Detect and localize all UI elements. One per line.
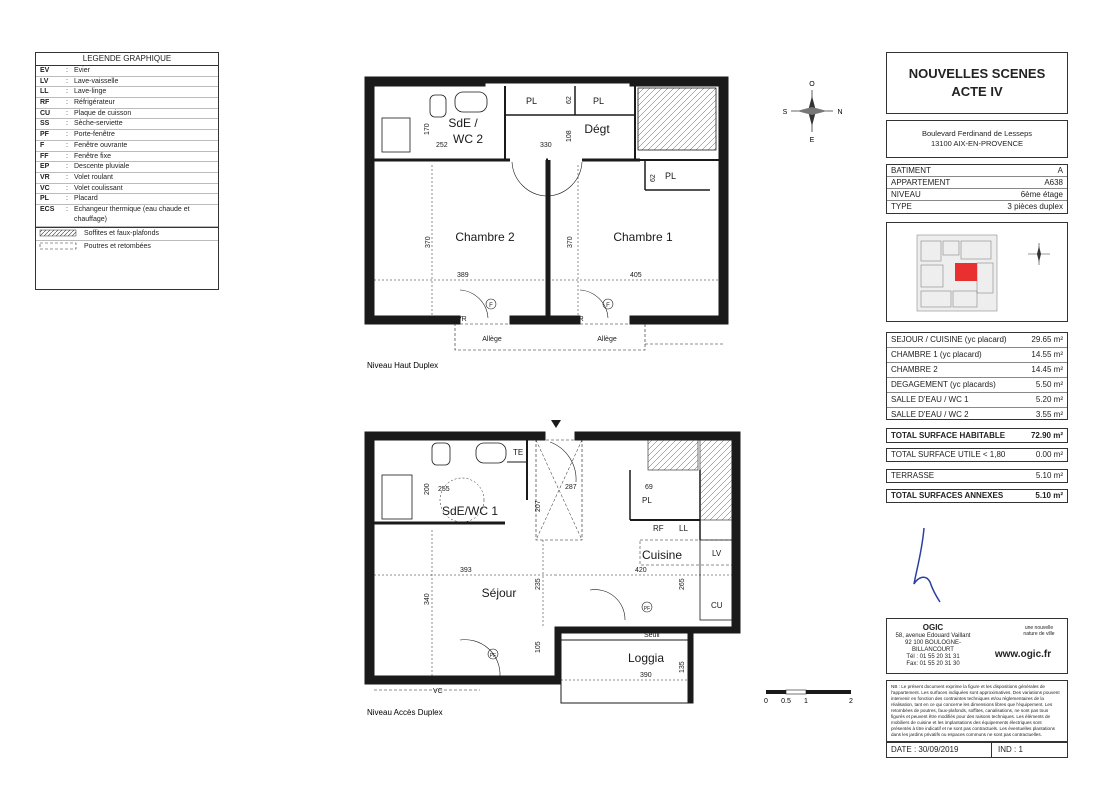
info-value: 6ème étage (1020, 190, 1063, 199)
apartment-highlight (955, 263, 977, 281)
ogic-addr2: 92 100 BOULOGNE-BILLANCOURT (904, 640, 962, 653)
legend-colon: : (66, 77, 68, 85)
legend-colon: : (66, 195, 68, 203)
footer-ind: IND : 1 (998, 745, 1023, 754)
dim-370a: 370 (425, 236, 432, 248)
caption-niveau-acces: Niveau Accès Duplex (367, 708, 443, 717)
legend-text: Porte-fenêtre (74, 131, 115, 139)
locator-map-box (886, 222, 1068, 322)
dim-69: 69 (645, 484, 653, 491)
surface-row (887, 378, 1067, 393)
project-line1: NOUVELLES SCENES (908, 66, 1046, 81)
dim-420: 420 (635, 567, 647, 574)
footer-box (886, 742, 1068, 758)
legend-colon: : (66, 152, 68, 160)
surface-key: SEJOUR / CUISINE (yc placard) (891, 335, 1007, 344)
surface-key: DEGAGEMENT (yc placards) (891, 380, 996, 389)
info-box (886, 164, 1068, 214)
surface-row (887, 408, 1067, 422)
legend-code: VC (40, 184, 50, 192)
surface-value: 5.20 m² (1035, 395, 1063, 404)
info-value: A638 (1044, 178, 1063, 187)
dim-235: 235 (535, 578, 542, 590)
legend-colon: : (66, 141, 68, 149)
compass-n: N (837, 109, 843, 116)
dim-390: 390 (640, 672, 652, 679)
closet-label-pl3: PL (665, 171, 677, 181)
ogic-addr1: 58, avenue Edouard Vaillant (895, 633, 971, 639)
legend-code: CU (40, 109, 51, 117)
legend-text: Fenêtre fixe (74, 152, 111, 160)
window-f-2: F (606, 303, 610, 309)
vc-label: VC (433, 688, 443, 695)
entry-arrow-icon (551, 420, 561, 428)
surface-row (887, 333, 1067, 348)
dim-135: 135 (679, 661, 686, 673)
info-row (887, 177, 1067, 189)
surface-row (887, 363, 1067, 378)
dim-340: 340 (424, 593, 431, 605)
surface-row (887, 393, 1067, 408)
dim-62a: 62 (566, 96, 573, 104)
dim-370b: 370 (567, 236, 574, 248)
terrasse-box (886, 469, 1068, 483)
legend-text: Volet coulissant (74, 184, 123, 192)
surface-key: CHAMBRE 2 (891, 365, 938, 374)
total-annexes-value: 5.10 m² (1035, 491, 1063, 500)
total-habitable-box (886, 428, 1068, 443)
legend-colon: : (66, 88, 68, 96)
scale-1: 1 (804, 698, 808, 705)
legend-text: Evier (74, 67, 90, 74)
plan-top (365, 77, 728, 350)
dim-287: 287 (565, 484, 577, 491)
legend-colon: : (66, 120, 68, 128)
dim-62b: 62 (650, 174, 657, 182)
total-utile-box (886, 448, 1068, 462)
dim-200: 200 (424, 483, 431, 495)
surface-value: 14.55 m² (1031, 350, 1063, 359)
small-compass-icon (1028, 243, 1050, 265)
room-label-cuisine: Cuisine (641, 548, 683, 562)
project-box (886, 52, 1068, 114)
ogic-box (886, 618, 1068, 674)
allege-label-1: Allège (482, 336, 502, 343)
disclaimer-note: NB : Le présent document exprime la figure et les dispositions générales de l'appartement. Les surfaces indiquées sont approximatives. Des variations pouvent intervenir en fonction des contraintes techniques et/ou réglementaires de la réalisation, tant en ce qui concerne les dimensions libres que l'équipement. Les retombées de poutres, faux-plafonds, soffites, canalisations, ne sont pas tous figurés et peuvent être modifiés pour des raisons techniques. Les éléments de mobiliers de cuisine et les implantations des équipements électriques sont présentés à titre indicatif et ne sont pas contractuels. Les éventuelles plantations dans les jardins privatifs ou espaces communs ne sont pas contractuelles. (891, 684, 1060, 737)
legend-code: RF (40, 99, 50, 107)
legend-colon: : (66, 173, 68, 181)
caption-niveau-haut: Niveau Haut Duplex (367, 361, 439, 370)
legend-code: EV (40, 67, 50, 74)
ogic-tel: Tél : 01 55 20 31 31 (906, 654, 960, 660)
legend-poutres-label: Poutres et retombées (84, 242, 151, 250)
legend-soffites-label: Soffites et faux-plafonds (84, 229, 159, 237)
dim-108: 108 (566, 130, 573, 142)
scale-0: 0 (764, 698, 768, 705)
dim-389: 389 (457, 272, 469, 279)
info-row (887, 165, 1067, 177)
legend-text: Volet roulant (74, 173, 113, 181)
surface-row (887, 348, 1067, 363)
legend-text: Echangeur thermique (eau chaude et chauffage) (74, 205, 190, 223)
note-box (886, 680, 1068, 742)
dim-252: 252 (436, 142, 448, 149)
legend-colon: : (66, 163, 68, 171)
ogic-name: OGIC (922, 623, 944, 632)
room-label-chambre2: Chambre 2 (455, 230, 515, 244)
legend-code: EP (40, 163, 50, 171)
total-utile-value: 0.00 m² (1035, 450, 1063, 459)
legend-code: VR (40, 173, 50, 181)
room-label-sde2: SdE / (448, 116, 478, 130)
info-key: NIVEAU (891, 190, 921, 199)
ll-label: LL (679, 524, 688, 533)
dim-405: 405 (630, 272, 642, 279)
cu-label: CU (711, 601, 723, 610)
legend-title: LEGENDE GRAPHIQUE (36, 53, 218, 66)
legend-colon: : (66, 184, 68, 192)
compass-rose-icon (783, 81, 843, 144)
legend-text: Sèche-serviette (74, 120, 123, 128)
project-line2: ACTE IV (951, 84, 1003, 99)
surface-value: 14.45 m² (1031, 365, 1063, 374)
legend-colon: : (66, 99, 68, 107)
address-box (886, 120, 1068, 158)
surface-key: SALLE D'EAU / WC 1 (891, 395, 969, 404)
locator-map (887, 223, 1067, 321)
vr-label-1: VR (457, 316, 467, 323)
total-annexes-box (886, 489, 1068, 503)
legend-text: Lave-linge (74, 88, 107, 96)
dim-170: 170 (424, 123, 431, 135)
legend-text: Descente pluviale (74, 163, 130, 171)
pf-label-2: PF (489, 653, 497, 659)
compass-o: O (809, 81, 815, 88)
ogic-logo (979, 623, 1067, 668)
scale-05: 0.5 (781, 698, 791, 705)
room-label-wc2: WC 2 (453, 132, 483, 146)
legend-colon: : (66, 131, 68, 139)
dim-255: 255 (438, 486, 450, 493)
ogic-fax: Fax: 01 55 20 31 30 (906, 661, 960, 667)
legend-text: Réfrigérateur (74, 99, 115, 107)
window-f-1: F (489, 303, 493, 309)
dim-330: 330 (540, 142, 552, 149)
info-value: 3 pièces duplex (1007, 202, 1063, 211)
seuil-label: Seuil (644, 632, 660, 639)
ogic-url[interactable]: www.ogic.fr (994, 649, 1052, 660)
closet-label-pl: PL (642, 496, 652, 505)
closet-label-pl1: PL (526, 96, 538, 106)
info-row (887, 201, 1067, 212)
surfaces-box (886, 332, 1068, 420)
legend-text: Fenêtre ouvrante (74, 141, 128, 149)
room-label-sejour: Séjour (481, 586, 517, 600)
address-line1: Boulevard Ferdinand de Lesseps (921, 129, 1033, 138)
surface-value: 3.55 m² (1035, 410, 1063, 419)
allege-label-2: Allège (597, 336, 617, 343)
plan-bottom-labels (424, 448, 723, 695)
total-habitable-value: 72.90 m² (1030, 431, 1063, 440)
legend-code: PL (40, 195, 49, 203)
info-value: A (1057, 166, 1063, 175)
address-line2: 13100 AIX-EN-PROVENCE (930, 139, 1024, 148)
info-key: TYPE (891, 202, 912, 211)
scale-2: 2 (849, 698, 853, 705)
legend-text: Placard (74, 195, 98, 203)
pf-label-1: PF (643, 606, 651, 612)
legend-code: F (40, 141, 45, 149)
dim-207: 207 (535, 500, 542, 512)
vr-label-2: VR (574, 316, 584, 323)
surface-key: SALLE D'EAU / WC 2 (891, 410, 969, 419)
legend-code: ECS (40, 205, 55, 213)
footer-date: DATE : 30/09/2019 (887, 743, 992, 757)
surface-value: 5.50 m² (1035, 380, 1063, 389)
rf-label: RF (653, 524, 664, 533)
total-utile-label: TOTAL SURFACE UTILE < 1,80 (891, 450, 1006, 459)
te-label: TE (513, 448, 524, 457)
legend-text: Lave-vaisselle (74, 77, 119, 85)
compass-e: E (809, 137, 815, 144)
dim-105: 105 (535, 641, 542, 653)
total-habitable-label: TOTAL SURFACE HABITABLE (891, 431, 1006, 440)
room-label-degt: Dégt (584, 122, 610, 136)
legend-colon: : (66, 109, 68, 117)
ogic-tagline: une nouvelle nature de ville (1023, 625, 1055, 637)
scale-bar (764, 690, 853, 705)
compass-s: S (782, 109, 788, 116)
legend-colon: : (66, 205, 68, 213)
room-label-chambre1: Chambre 1 (613, 230, 673, 244)
room-label-loggia: Loggia (627, 651, 665, 665)
legend-code: LV (40, 77, 49, 85)
lv-label: LV (712, 549, 722, 558)
dim-393: 393 (460, 567, 472, 574)
room-label-sde1: SdE/WC 1 (441, 504, 499, 518)
terrasse-value: 5.10 m² (1035, 471, 1063, 480)
closet-label-pl2: PL (593, 96, 605, 106)
legend-colon: : (66, 67, 68, 74)
legend-text: Plaque de cuisson (74, 109, 132, 117)
legend-code: PF (40, 131, 49, 139)
info-key: APPARTEMENT (891, 178, 951, 187)
legend-code: SS (40, 120, 50, 128)
signature (896, 522, 956, 612)
surface-value: 29.65 m² (1031, 335, 1063, 344)
dim-265: 265 (679, 578, 686, 590)
project-title (887, 53, 1067, 101)
total-annexes-label: TOTAL SURFACES ANNEXES (891, 491, 1004, 500)
ogic-address (887, 623, 979, 668)
info-row (887, 189, 1067, 201)
title-block (886, 52, 1068, 760)
info-key: BATIMENT (891, 166, 931, 175)
legend-code: LL (40, 88, 49, 96)
terrasse-label: TERRASSE (891, 471, 935, 480)
surface-key: CHAMBRE 1 (yc placard) (891, 350, 982, 359)
legend-code: FF (40, 152, 49, 160)
